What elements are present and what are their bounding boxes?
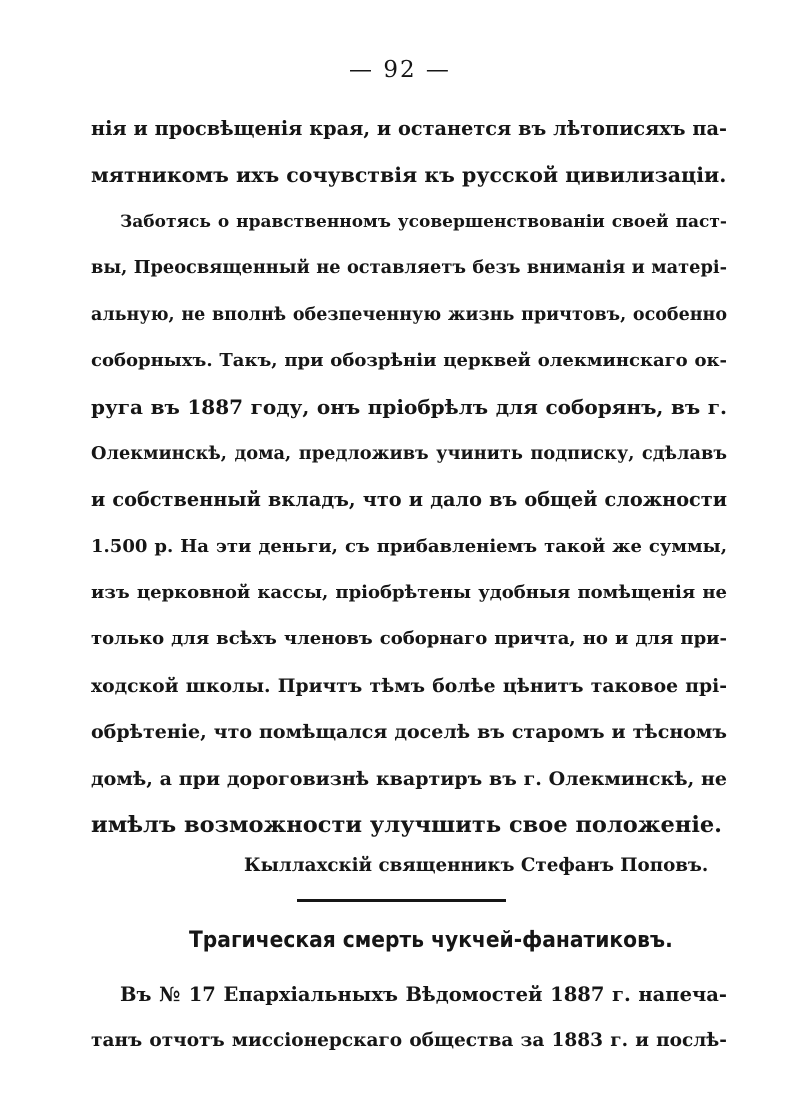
text-line: обрѣтеніе, что помѣщался доселѣ въ старомъ и тѣсномъ — [91, 721, 727, 743]
text-line: нія и просвѣщенія края, и останется въ лѣтописяхъ па- — [91, 117, 727, 140]
text-line: Заботясь о нравственномъ усовершенствованіи своей паст- — [120, 212, 727, 232]
text-line: альную, не вполнѣ обезпеченную жизнь причтовъ, особенно — [91, 305, 727, 325]
text-line: изъ церковной кассы, пріобрѣтены удобныя помѣщенія не — [91, 582, 727, 603]
text-line: ходской школы. Причтъ тѣмъ болѣе цѣнитъ таковое прі- — [91, 675, 727, 697]
text-line: домѣ, а при дороговизнѣ квартиръ въ г. Олекминскѣ, не — [91, 768, 727, 790]
text-line: 1.500 р. На эти деньги, съ прибавленіемъ такой же суммы, — [91, 536, 727, 557]
text-line: вы, Преосвященный не оставляетъ безъ вниманія и матері- — [91, 257, 727, 278]
text-line: Въ № 17 Епархіальныхъ Вѣдомостей 1887 г. напеча- — [120, 983, 727, 1006]
text-line: танъ отчотъ миссіонерскаго общества за 1883 г. и послѣ- — [91, 1030, 727, 1051]
text-line: соборныхъ. Такъ, при обозрѣніи церквей олекминскаго ок- — [91, 350, 727, 371]
section-title: Трагическая смерть чукчей-фанатиковъ. — [189, 928, 673, 953]
signature: Кыллахскій священникъ Стефанъ Поповъ. — [244, 855, 709, 876]
text-line: Олекминскѣ, дома, предложивъ учинить подписку, сдѣлавъ — [91, 443, 727, 464]
section-divider — [297, 899, 506, 902]
text-line: мятникомъ ихъ сочувствія къ русской цивилизаціи. — [91, 163, 727, 187]
page-number: — 92 — — [349, 57, 451, 83]
text-line: имѣлъ возможности улучшить свое положеніе. — [91, 812, 723, 838]
text-line: руга въ 1887 году, онъ пріобрѣлъ для соборянъ, въ г. — [91, 395, 727, 419]
text-line: только для всѣхъ членовъ соборнаго причта, но и для при- — [91, 628, 727, 649]
text-line: и собственный вкладъ, что и дало въ общей сложности — [91, 488, 727, 511]
